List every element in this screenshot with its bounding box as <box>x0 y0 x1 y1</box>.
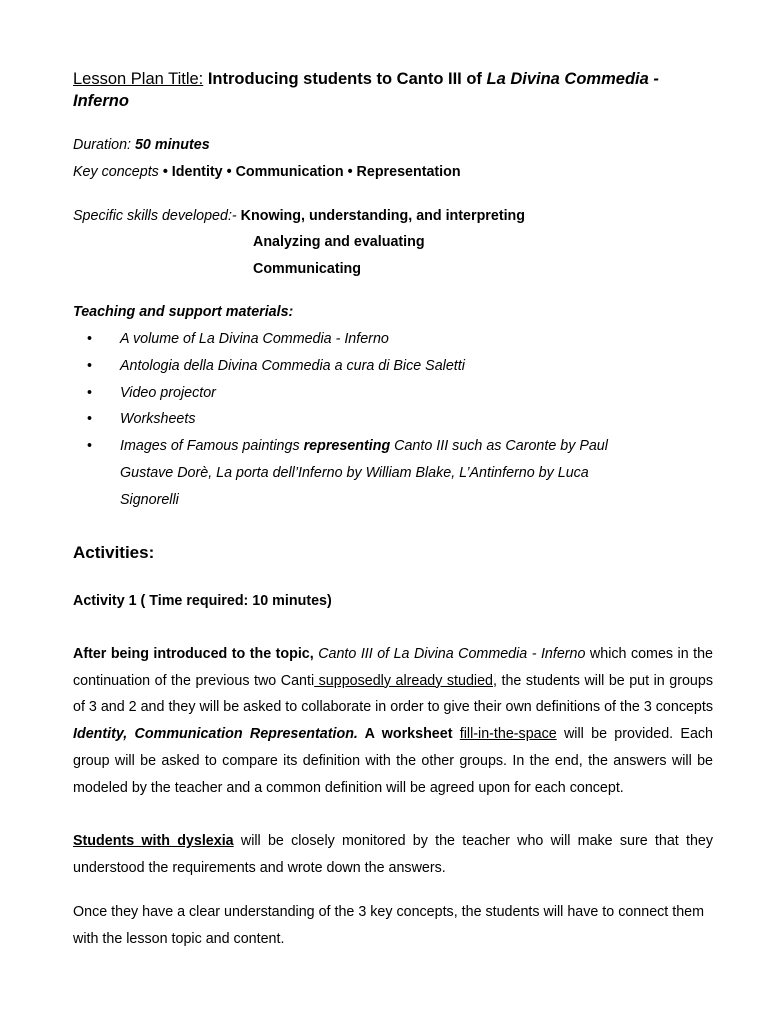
list-item-text: Video projector <box>120 385 216 401</box>
list-item-text-line3: Signorelli <box>120 492 179 508</box>
materials-heading: Teaching and support materials: <box>73 304 294 320</box>
bullet-marker: • <box>87 411 93 427</box>
activity-paragraph-1 <box>73 641 713 801</box>
p1-worksheet: A worksheet <box>357 726 453 743</box>
duration-line <box>73 135 210 155</box>
skills-line-1 <box>73 206 525 226</box>
activity-paragraph-2 <box>73 828 713 881</box>
title-label: Lesson Plan Title: <box>73 70 204 88</box>
activity-1-title: Activity 1 ( Time required: 10 minutes) <box>73 593 332 609</box>
bullet-marker: • <box>87 438 93 454</box>
p1-fill-in: fill-in-the-space <box>459 726 557 743</box>
list-item-text <box>120 436 608 456</box>
p1-text: which comes in the continuation of the previous two Canti <box>73 646 713 689</box>
skill-item: Communicating <box>253 261 362 277</box>
bullet-marker: • <box>87 331 93 347</box>
p2-lead: Students with dyslexia <box>73 833 234 849</box>
p1-text-2: the students will be put in groups of 3 and 2 and they will be asked to collaborate in order to give their own definitions of the 3 concepts <box>73 672 713 716</box>
bullet-marker: • <box>87 358 93 374</box>
p1-topic: Canto III of La Divina Commedia - Inferno <box>313 646 586 662</box>
bullet-marker: • <box>87 385 93 401</box>
skill-item: Knowing, understanding, and interpreting <box>236 208 526 224</box>
title-italic: La Divina Commedia - Inferno <box>73 70 659 110</box>
duration-value: 50 minutes <box>134 137 210 153</box>
list-item-text-line2: Gustave Dorè, La porta dell’Inferno by William Blake, L’Antinferno by Luca <box>120 465 589 481</box>
duration-label: Duration: <box>73 137 135 153</box>
p2-text: will be closely monitored by the teacher who will make sure that they understood the requirements and wrote down the answers. <box>73 833 713 876</box>
activity-paragraph-3: Once they have a clear understanding of the 3 key concepts, the students will have to connect them with the lesson topic and content. <box>73 904 705 947</box>
skill-item: Analyzing and evaluating <box>253 234 425 250</box>
p1-underlined: supposedly already studied, <box>314 672 497 689</box>
skills-label: Specific skills developed:- <box>73 208 237 224</box>
p1-concepts: Identity, Communication Representation. <box>73 726 358 743</box>
list-item-text-bold: representing <box>303 438 391 454</box>
key-concepts-value: • Identity • Communication • Representation <box>162 164 461 180</box>
list-item-text-pre: Images of Famous paintings <box>120 438 304 454</box>
key-concepts-line <box>73 162 461 182</box>
p1-lead: After being introduced to the topic, <box>73 646 314 662</box>
list-item-text-rest: Canto III such as Caronte by Paul <box>390 438 608 454</box>
lesson-plan-title <box>73 68 693 112</box>
key-concepts-label: Key concepts <box>73 164 163 180</box>
list-item-text: Worksheets <box>120 411 196 427</box>
list-item-text: A volume of La Divina Commedia - Inferno <box>120 331 389 347</box>
p1-text-3: will be provided. Each group will be asked to compare its definition with the other groups. In the end, the answers will be modeled by the teacher and a common definition will be agreed upon for each concept. <box>73 726 713 796</box>
activities-heading: Activities: <box>73 543 155 562</box>
title-text: Introducing students to Canto III of <box>203 70 487 88</box>
list-item-text: Antologia della Divina Commedia a cura di Bice Saletti <box>120 358 465 374</box>
